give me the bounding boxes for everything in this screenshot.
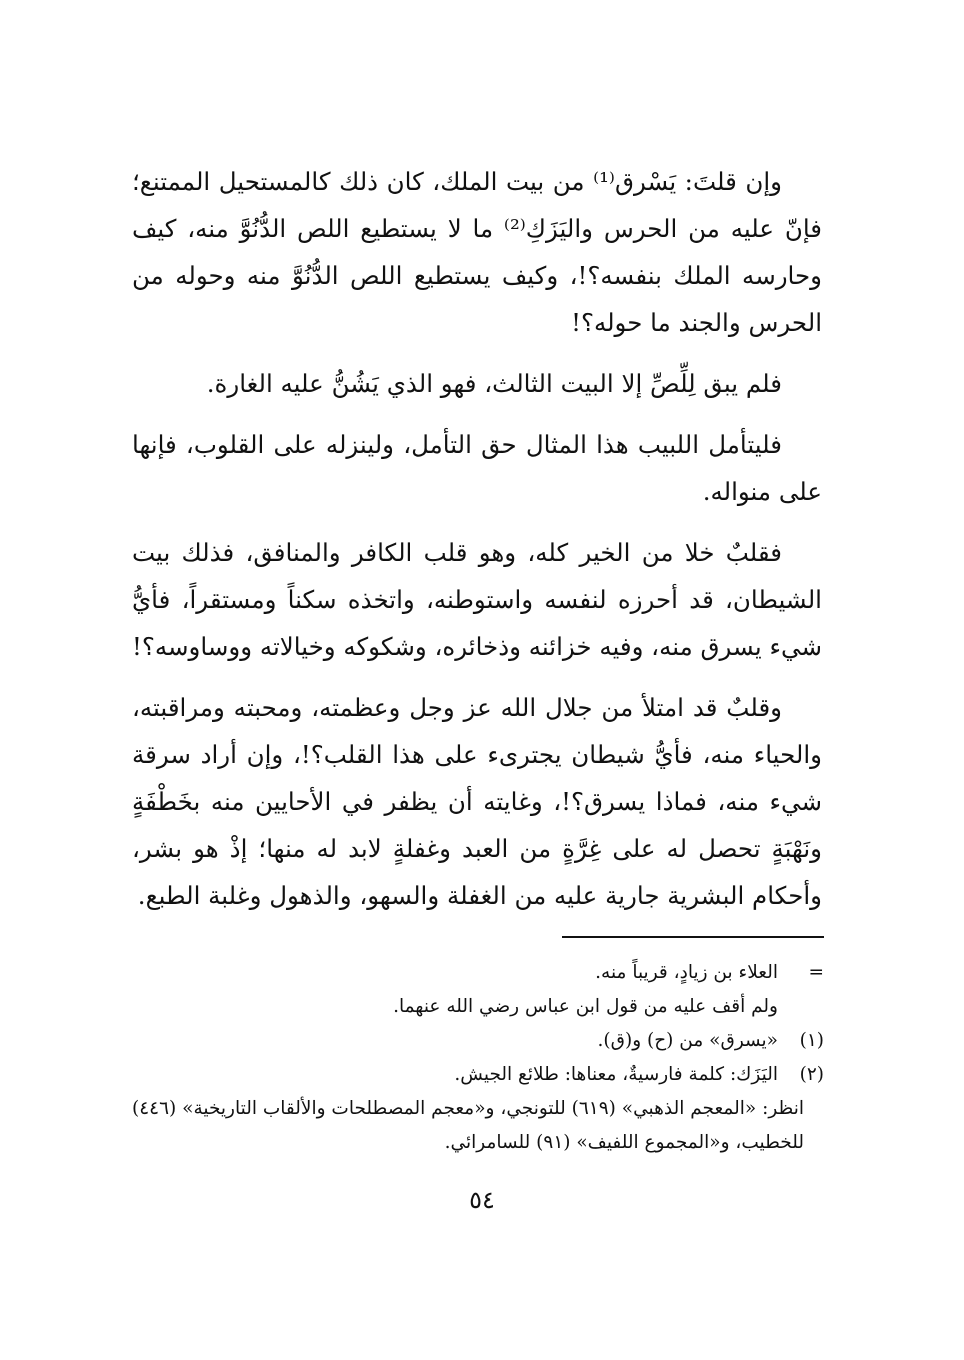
continuation-mark: = [808,962,824,983]
paragraph-2: فلم يبق لِلِّصِّ إلا البيت الثالث، فهو الذي يَشُنُّ عليه الغارة. [206,369,782,398]
page-number: ٥٤ [469,1186,495,1214]
footnote-2-references: انظر: «المعجم الذهبي» (٦١٩) للتونجي، و«معجم المصطلحات والألقاب التاريخية» (٤٤٦) للخطيب، و«المجموع اللفيف» (٩١) للسامرائي. [132,1098,804,1153]
footnote-2-mark: (٢) [799,1064,824,1085]
footnote-continued-line-2: ولم أقف عليه من قول ابن عباس رضي الله عنهما. [393,996,778,1017]
main-text [132,158,822,919]
paragraph-5: وقلبٌ قد امتلأ من جلال الله عز وجل وعظمته، ومحبته ومراقبته، والحياء منه، فأيُّ شيطان يجترىء على هذا القلب؟!، وإن أراد سرقة شيء منه، فماذا يسرق؟!، وغايته أن يظفر في الأحايين منه بخَطْفَةٍ ونَهْبَةٍ تحصل له على غِرَّةٍ من العبد وغفلةٍ لابد له منها؛ إذْ هو بشر، وأحكام البشرية جارية عليه من الغفلة والسهو، والذهول وغلبة الطبع. [132,693,822,910]
paragraph-1: وإن قلتَ: يَسْرق⁽¹⁾ من بيت الملك، كان ذلك كالمستحيل الممتنع؛ فإنّ عليه من الحرس واليَزَكِ⁽²⁾ ما لا يستطيع اللص الدُّنُوَّ منه، كيف وحارسه الملك بنفسه؟!، وكيف يستطيع اللص الدُّنُوَّ منه وحوله من الحرس والجند ما حوله؟! [132,167,822,337]
footnote-1-mark: (١) [799,1030,824,1051]
footnote-divider [562,936,824,938]
footnote-1-text: «يسرق» من (ح) و(ق). [597,1030,778,1051]
footnote-2-text: اليَزَك: كلمة فارسيةٌ، معناها: طلائع الجيش. [454,1064,778,1085]
footnote-2 [132,1058,824,1092]
footnote-continued-2 [132,990,824,1024]
footnotes [132,956,824,1160]
footnote-2-continued [132,1092,824,1160]
paragraph-4: فقلبٌ خلا من الخير كله، وهو قلب الكافر والمنافق، فذلك بيت الشيطان، قد أحرزه لنفسه واستوطنه، واتخذه سكناً ومستقراً، فأيُّ شيء يسرق منه، وفيه خزائنه وذخائره، وشكوكه وخيالاته ووساوسه؟! [132,538,822,661]
footnote-continued-line-1: العلاء بن زيادٍ، قريباً منه. [595,962,778,983]
footnote-continued [132,956,824,990]
paragraph-3: فليتأمل اللبيب هذا المثال حق التأمل، ولينزله على القلوب، فإنها على منواله. [132,430,822,506]
footnote-1 [132,1024,824,1058]
